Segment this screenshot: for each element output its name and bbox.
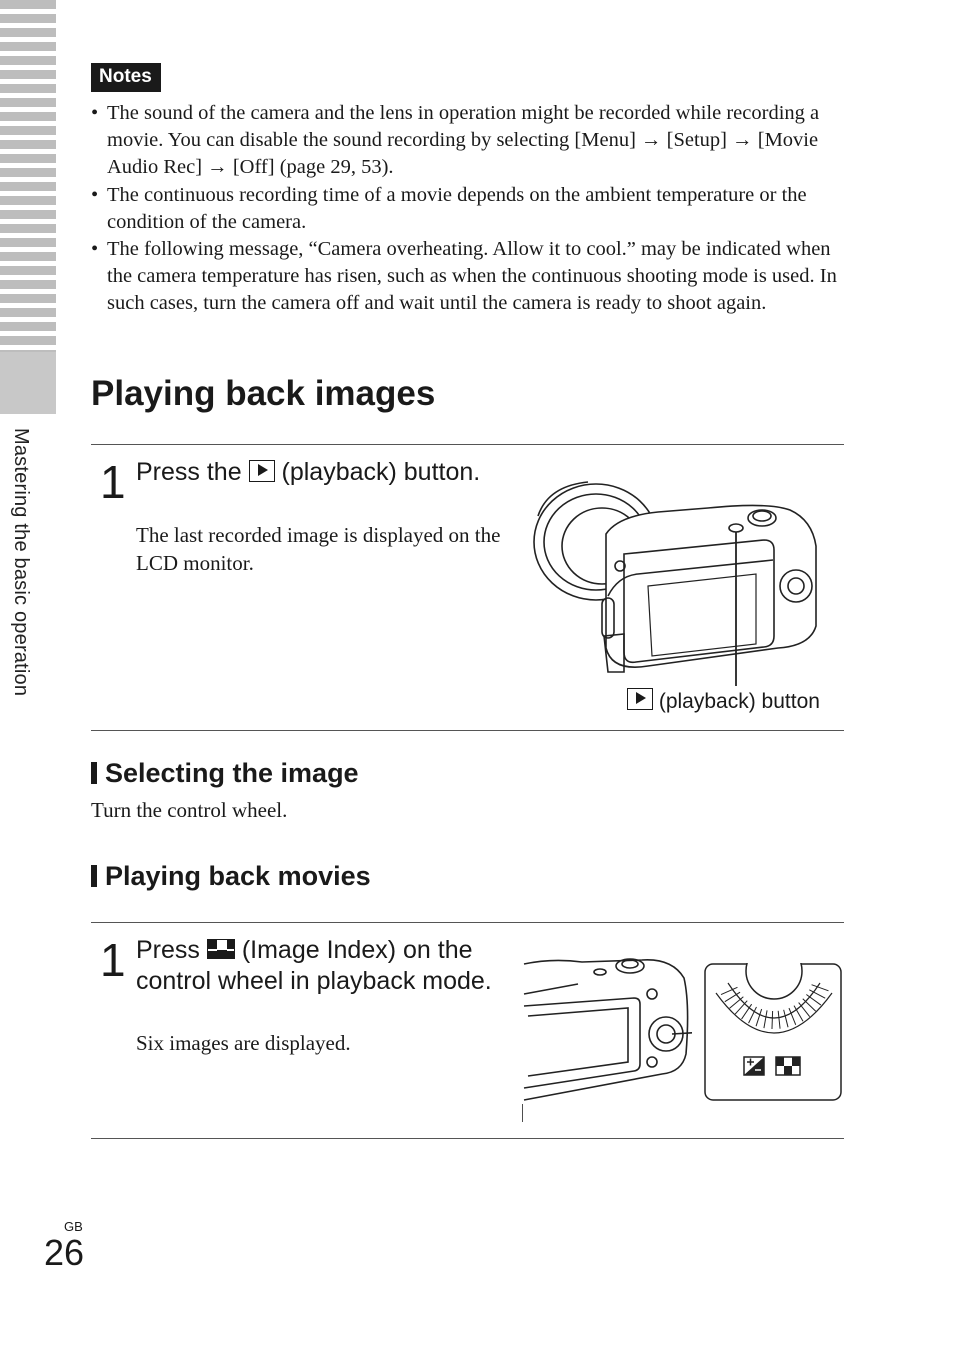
divider xyxy=(91,922,844,923)
wheel-tick xyxy=(772,1011,773,1029)
exposure-compensation-icon xyxy=(744,1057,764,1075)
page-number: 26 xyxy=(44,1232,85,1273)
step-description: The last recorded image is displayed on the LCD monitor. xyxy=(136,523,501,575)
playback-icon xyxy=(249,460,275,482)
camera-closeup-illustration xyxy=(522,954,692,1124)
region-code: GB xyxy=(64,1219,83,1234)
step-title-post: (Image Index) on the control wheel in playback mode. xyxy=(136,936,492,995)
side-tab-block xyxy=(0,352,56,414)
camera-rear-illustration xyxy=(528,476,828,686)
step-title-post: (playback) button. xyxy=(281,458,481,486)
subsection-title-selecting-image xyxy=(91,758,359,789)
playback-icon xyxy=(627,688,653,710)
divider xyxy=(91,730,844,731)
divider xyxy=(91,444,844,445)
image-index-icon xyxy=(207,939,235,959)
side-tab-stripes xyxy=(0,0,56,352)
notes-list xyxy=(91,100,851,318)
step-title-pre: Press xyxy=(136,936,200,964)
step-description: Six images are displayed. xyxy=(136,1031,351,1055)
step-number: 1 xyxy=(100,456,126,508)
subsection-title-playing-back-movies xyxy=(91,861,371,892)
heading-bar-icon xyxy=(91,762,99,784)
note-item: • The continuous recording time of a movie depends on the ambient temperature or the condition of the camera. xyxy=(91,182,851,236)
body-text: Turn the control wheel. xyxy=(91,798,288,822)
image-index-icon xyxy=(776,1057,800,1075)
divider xyxy=(91,1138,844,1139)
control-wheel-inset xyxy=(704,963,844,1103)
note-item: • The sound of the camera and the lens in operation might be recorded while recording a movie. You can disable the sound recording by selecting [Menu] → [Setup] → [Movie Audio Rec] → [Off] (page 29, 53). xyxy=(91,100,851,182)
note-item: • The following message, “Camera overheating. Allow it to cool.” may be indicated when the camera temperature has risen, such as when the continuous shooting mode is used. In such cases, turn the camera off and wait until the camera is ready to shoot again. xyxy=(91,236,851,318)
playback-button-callout xyxy=(627,688,820,714)
step-title-pre: Press the xyxy=(136,458,242,486)
section-title-playing-back-images: Playing back images xyxy=(91,374,436,413)
callout-label: (playback) button xyxy=(658,690,820,713)
subsection-title-text: Playing back movies xyxy=(105,861,371,891)
heading-bar-icon xyxy=(91,865,99,887)
side-tab xyxy=(0,0,56,416)
subsection-title-text: Selecting the image xyxy=(105,758,359,788)
step-title xyxy=(136,935,506,996)
step-title xyxy=(136,457,516,488)
step-number: 1 xyxy=(100,934,126,986)
side-tab-label: Mastering the basic operation xyxy=(10,428,32,697)
notes-tag: Notes xyxy=(91,63,161,92)
